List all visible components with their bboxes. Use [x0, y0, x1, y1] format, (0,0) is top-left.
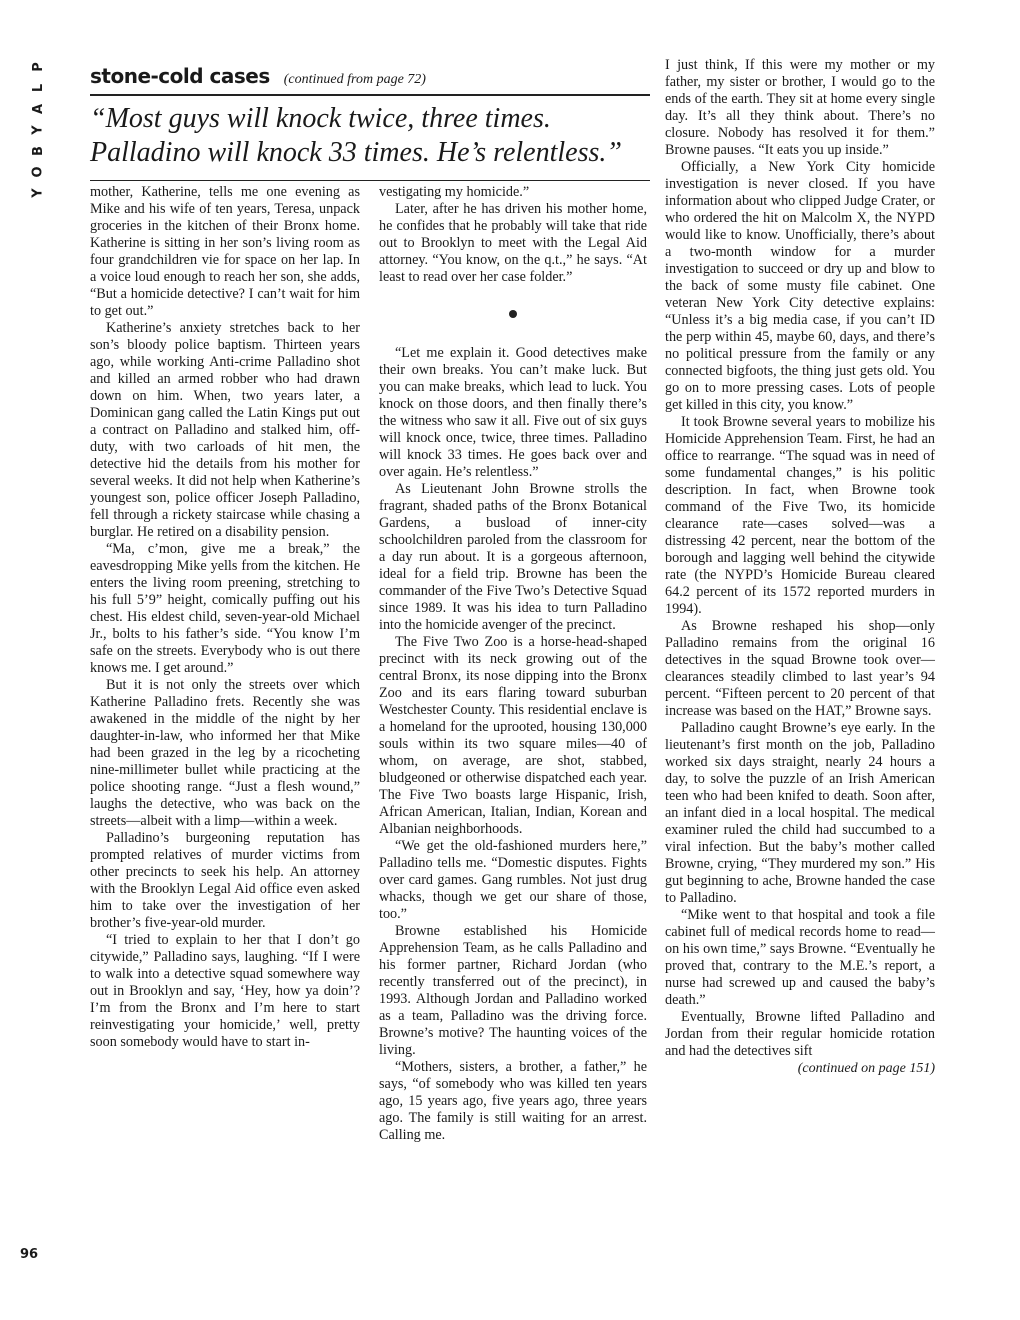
column-3 — [665, 57, 935, 1077]
paragraph: Browne established his Homicide Apprehension Team, as he calls Palladino and his former partner, Richard Jordan (who recently transferred out of the precinct), in 1993. Although Jordan and Palladino worked as a team, Palladino was the driving force. Browne’s motive? The haunting voices of the living. — [379, 923, 647, 1058]
header-rule-bottom — [90, 180, 650, 181]
paragraph: Palladino caught Browne’s eye early. In the lieutenant’s first month on the job, Palladino worked six days straight, nearly 24 hours a day, to solve the puzzle of an Irish American teen who had been knifed to death. Soon after, an infant died in a local hospital. The medical examiner ruled the child had succumbed to a viral infection. But the baby’s mother called Browne, crying, “They murdered my son.” His gut beginning to ache, Browne handed the case to Palladino. — [665, 720, 935, 906]
column-1 — [90, 184, 360, 1051]
paragraph: “Ma, c’mon, give me a break,” the eavesdropping Mike yells from the kitchen. He enters the living room preening, stretching to his full 5’9” height, comically puffing out his chest. His eldest child, seven-year-old Michael Jr., bolts to his father’s side. “You know I’m safe on the streets. Everybody who is out there knows me. I get around.” — [90, 541, 360, 676]
paragraph: vestigating my homicide.” — [379, 184, 530, 200]
paragraph: mother, Katherine, tells me one evening as Mike and his wife of ten years, Teresa, unpack groceries in the kitchen of their Bronx home. Katherine is sitting in her son’s living room as four grandchildren vie for space on her lap. In a voice loud enough to reach her son, she adds, “But a homicide detective? I can’t wait for him to get out.” — [90, 184, 360, 319]
paragraph: “Mike went to that hospital and took a file cabinet full of medical records home to read—on his own time,” says Browne. “Eventually he proved that, contrary to the M.E.’s report, a nurse had screwed up and caused the baby’s death.” — [665, 907, 935, 1008]
paragraph: As Browne reshaped his shop—only Palladino remains from the original 16 detectives in the squad Browne took over—clearances steadily climbed to last year’s 94 percent. “Fifteen percent to 20 percent of that increase was based on the HAT,” Browne says. — [665, 618, 935, 719]
paragraph: It took Browne several years to mobilize his Homicide Apprehension Team. First, he had an office to rearrange. “The squad was in need of some fundamental changes,” is his politic description. In fact, when Browne took command of the Five Two, its homicide clearance rate—cases solved—was a distressing 42 percent, near the bottom of the borough and lagging well behind the citywide rate (the NYPD’s Homicide Bureau cleared 64.2 percent of its 1572 reported murders in 1994). — [665, 414, 935, 617]
paragraph: “Mothers, sisters, a brother, a father,” he says, “of somebody who was killed ten years ago, 15 years ago, five years ago, three years ago. The family is still waiting for an arrest. Calling me. — [379, 1059, 647, 1143]
paragraph: “I tried to explain to her that I don’t go citywide,” Palladino says, laughing. “If I were to walk into a detective squad somewhere way out in Brooklyn and say, ‘Hey, how ya doin’? I’m from the Bronx and I’m here to start reinvestigating your homicide,’ well, pretty soon somebody would have to start in- — [90, 932, 360, 1050]
paragraph: I just think, If this were my mother or my father, my sister or brother, I would go to the ends of the earth. They sit at home every single day. It’s all they think about. There’s no closure. Nobody has resolved it for them.” Browne pauses. “It eats you up inside.” — [665, 57, 935, 158]
paragraph: “We get the old-fashioned murders here,” Palladino tells me. “Domestic disputes. Fights over card games. Gang rumbles. Not just drug whacks, though we get our share of those, too.” — [379, 838, 647, 922]
pull-quote: “Most guys will knock twice, three times. Palladino will knock 33 times. He’s relentless.” — [90, 103, 622, 168]
paragraph: The Five Two Zoo is a horse-head-shaped precinct with its neck growing out of the central Bronx, its nose dipping into the Bronx Zoo and its ears flaring toward suburban Westchester County. This residential enclave is a homeland for the uprooted, housing 130,000 souls within its two square miles—40 of whom, on average, are shot, stabbed, bludgeoned or otherwise dispatched each year. The Five Two boasts large Hispanic, Irish, African American, Italian, Indian, Korean and Albanian neighborhoods. — [379, 634, 647, 837]
paragraph: “Let me explain it. Good detectives make their own breaks. You can’t make luck. But you can make breaks, which lead to luck. You knock on those doors, and then finally there’s the witness who saw it all. Five out of six guys will knock once, twice, three times. Palladino will knock 33 times. He goes back over and over again. He’s relentless.” — [379, 345, 647, 480]
column-2 — [379, 184, 647, 1144]
section-header — [90, 64, 650, 94]
section-kicker: stone-cold cases — [90, 64, 270, 88]
vertical-magazine-logo: P L A Y B O Y — [30, 62, 46, 198]
header-rule-top — [90, 94, 650, 96]
paragraph: Eventually, Browne lifted Palladino and Jordan from their regular homicide rotation and had the detectives sift — [665, 1009, 935, 1059]
page-number: 96 — [20, 1247, 39, 1262]
paragraph: Palladino’s burgeoning reputation has prompted relatives of murder victims from other precincts to seek his help. An attorney with the Brooklyn Legal Aid office even asked him to take over the investigation of her brother’s five-year-old murder. — [90, 830, 360, 931]
bullet-icon — [509, 310, 517, 318]
paragraph: As Lieutenant John Browne strolls the fragrant, shaded paths of the Bronx Botanical Gardens, a busload of inner-city schoolchildren paroled from the classroom for a day run about. It is a gorgeous afternoon, ideal for a field trip. Browne has been the commander of the Five Two’s Detective Squad since 1989. It was his idea to turn Palladino into the homicide avenger of the precinct. — [379, 481, 647, 633]
continued-from-note: (continued from page 72) — [283, 72, 426, 87]
paragraph: Katherine’s anxiety stretches back to her son’s bloody police baptism. Thirteen years ago, while working Anti-crime Palladino shot and killed an armed robber who had drawn down on him. When, two years later, a Dominican gang called the Latin Kings put out a contract on Palladino and stalked him, off-duty, with two carloads of hit men, the detective hid the details from his mother for several weeks. It did not help when Katherine’s youngest son, police officer Joseph Palladino, fell through a rickety staircase while chasing a burglar. He retired on a disability pension. — [90, 320, 360, 540]
continued-on-note: (continued on page 151) — [797, 1061, 935, 1076]
paragraph: Officially, a New York City homicide investigation is never closed. If you have information about who clipped Judge Crater, or who ordered the hit on Malcolm X, the NYPD would like to know. Unofficially, there’s about a two-month window for a murder investigation to succeed or dry up and blow to the back of some musty file cabinet. One veteran New York City detective explains: “Unless it’s a big media case, if you can’t ID the perp within 45, maybe 60, days, and there’s no political pressure from the family or any connected bigfoots, the thing just gets old. You go on to more pressing cases. Lots of people get killed in this city, you know.” — [665, 159, 935, 413]
paragraph: Later, after he has driven his mother home, he confides that he probably will take that ride out to Brooklyn to meet with the Legal Aid attorney. “You know, on the q.t.,” he says. “At least to read over her case folder.” — [379, 201, 647, 285]
section-break-bullet — [379, 306, 647, 323]
paragraph: But it is not only the streets over which Katherine Palladino frets. Recently she was awakened in the middle of the night by her daughter-in-law, who informed her that Mike had been grazed in the leg by a ricocheting nine-millimeter bullet while practicing at the police shooting range. “Just a flesh wound,” laughs the detective, who was back on the streets—albeit with a limp—within a week. — [90, 677, 360, 829]
